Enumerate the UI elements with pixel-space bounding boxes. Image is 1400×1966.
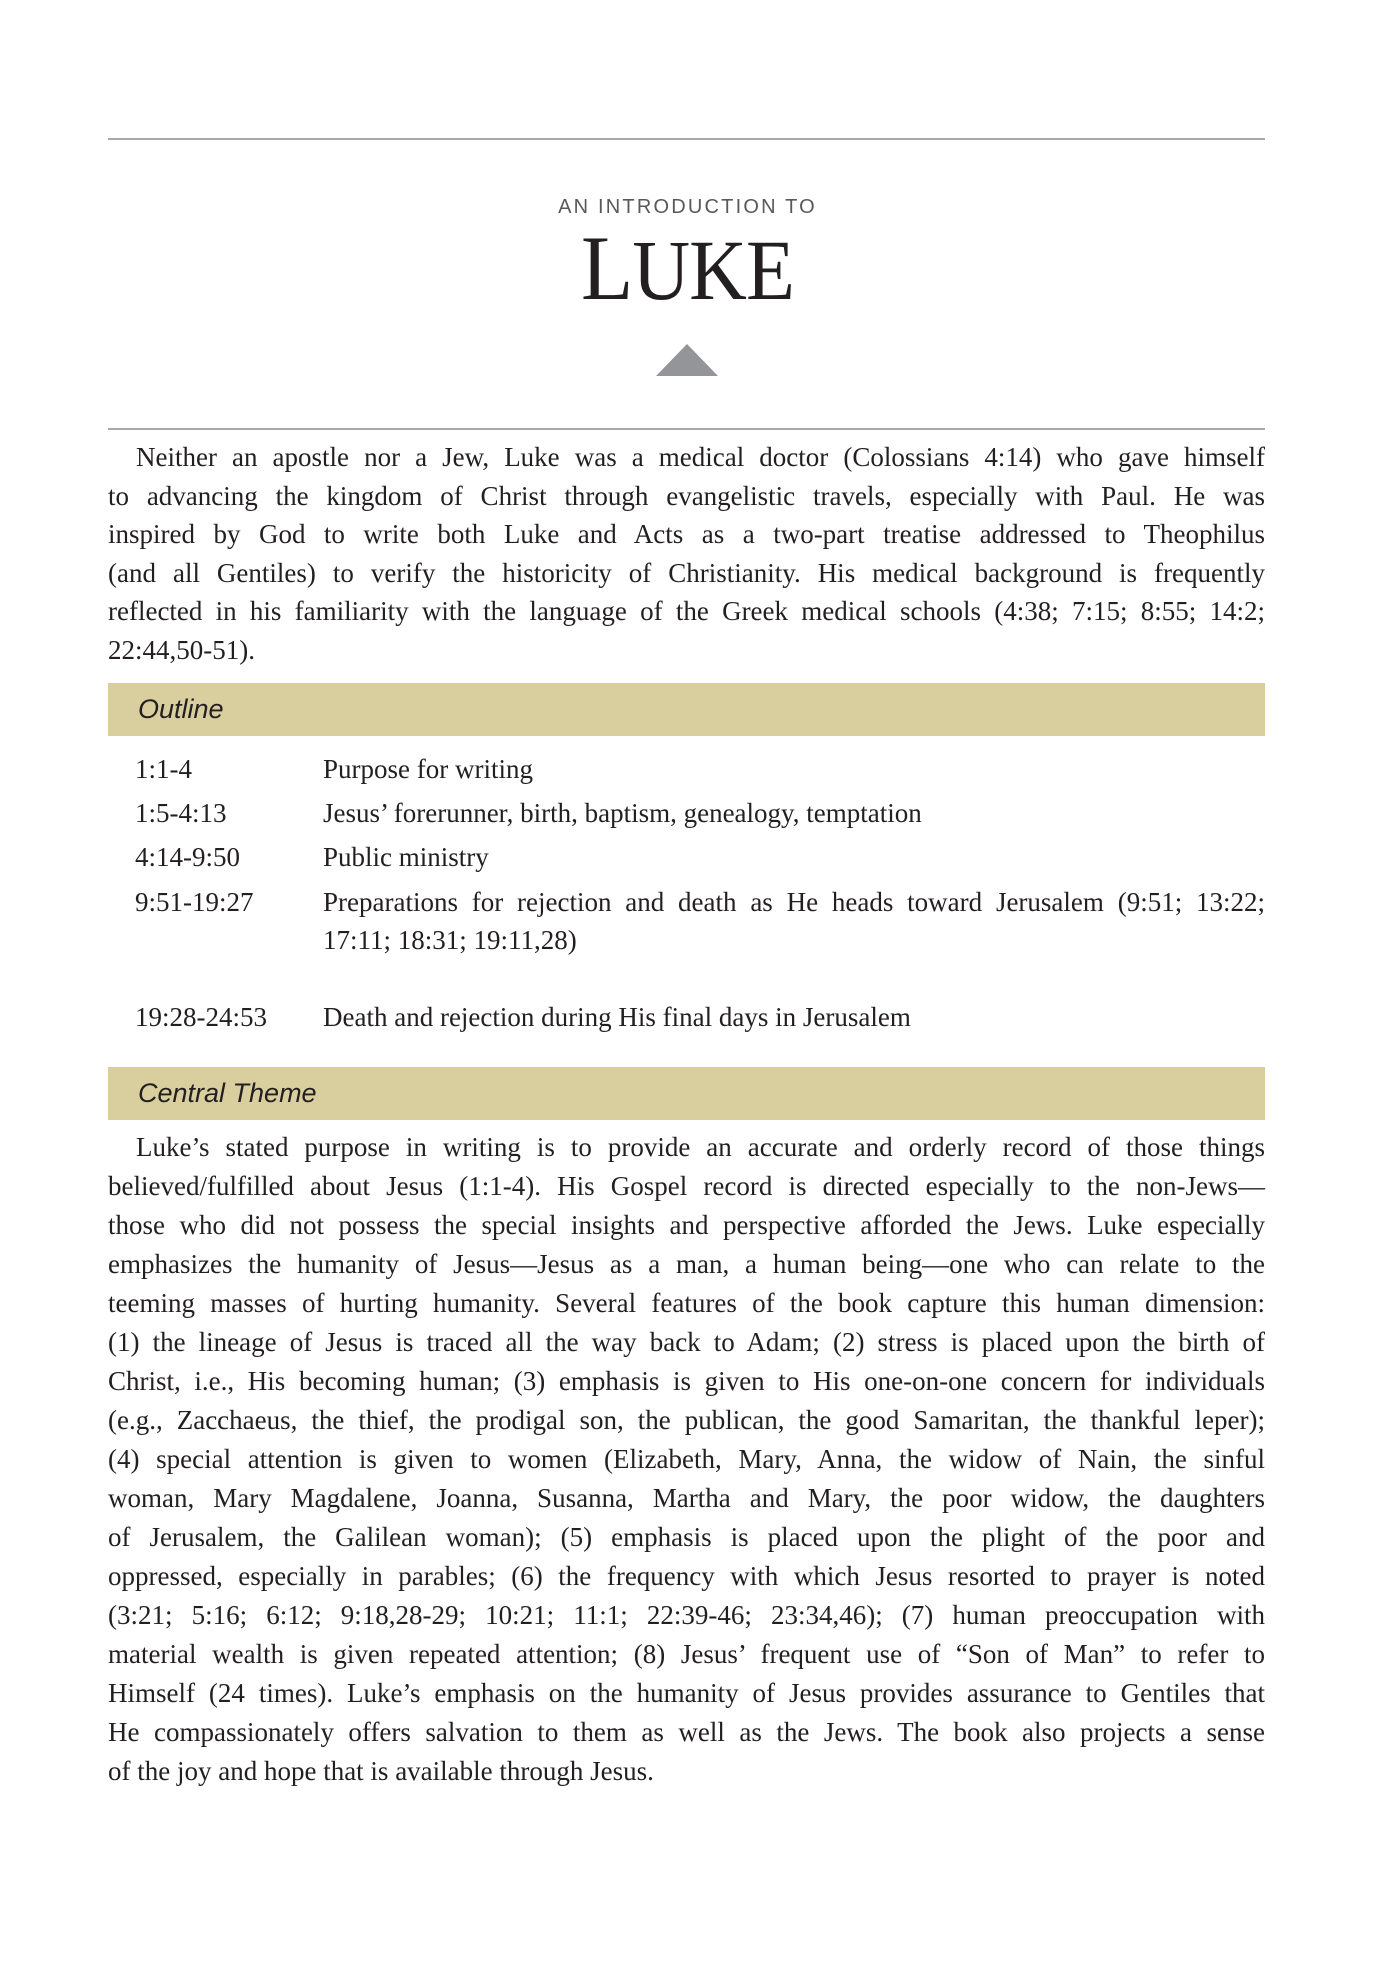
theme-line: oppressed, especially in parables; (6) the frequency with which Jesus resorted to prayer is noted: [108, 1561, 1265, 1591]
intro-line: reflected in his familiarity with the language of the Greek medical schools (4:38; 7:15; 8:55; 14:2;: [108, 596, 1265, 626]
page-title: [48, 218, 1327, 320]
outline-desc: Preparations for rejection and death as He heads toward Jerusalem (9:51; 13:22;: [323, 887, 1265, 917]
theme-line: teeming masses of hurting humanity. Several features of the book capture this human dimension:: [108, 1288, 1265, 1318]
theme-line: believed/fulfilled about Jesus (1:1-4). His Gospel record is directed especially to the non-Jews—: [108, 1171, 1265, 1201]
theme-line: (4) special attention is given to women (Elizabeth, Mary, Anna, the widow of Nain, the sinful: [108, 1444, 1265, 1474]
theme-line: material wealth is given repeated attention; (8) Jesus’ frequent use of “Son of Man” to refer to: [108, 1639, 1265, 1669]
outline-heading: Outline: [138, 694, 224, 724]
outline-desc: Public ministry: [323, 842, 489, 872]
theme-line: of the joy and hope that is available through Jesus.: [108, 1756, 654, 1786]
theme-line: (1) the lineage of Jesus is traced all the way back to Adam; (2) stress is placed upon the birth of: [108, 1327, 1265, 1357]
theme-line: (e.g., Zacchaeus, the thief, the prodigal son, the publican, the good Samaritan, the thankful leper);: [108, 1405, 1265, 1435]
theme-line: of Jerusalem, the Galilean woman); (5) emphasis is placed upon the plight of the poor and: [108, 1522, 1265, 1552]
intro-line: to advancing the kingdom of Christ through evangelistic travels, especially with Paul. He was: [108, 481, 1265, 511]
outline-desc: Death and rejection during His final days in Jerusalem: [323, 1002, 911, 1032]
theme-line: woman, Mary Magdalene, Joanna, Susanna, Martha and Mary, the poor widow, the daughters: [108, 1483, 1265, 1513]
outline-ref: 1:5-4:13: [135, 798, 227, 828]
outline-desc: Jesus’ forerunner, birth, baptism, genealogy, temptation: [323, 798, 922, 828]
theme-line: those who did not possess the special insights and perspective afforded the Jews. Luke especially: [108, 1210, 1265, 1240]
central-theme-heading: Central Theme: [138, 1078, 317, 1108]
triangle-ornament-icon: [656, 344, 718, 376]
theme-line: (3:21; 5:16; 6:12; 9:18,28-29; 10:21; 11:1; 22:39-46; 23:34,46); (7) human preoccupation with: [108, 1600, 1265, 1630]
intro-line: (and all Gentiles) to verify the historicity of Christianity. His medical background is frequently: [108, 558, 1265, 588]
outline-section-header: [108, 683, 1265, 736]
theme-line: emphasizes the humanity of Jesus—Jesus as a man, a human being—one who can relate to the: [108, 1249, 1265, 1279]
intro-line: inspired by God to write both Luke and Acts as a two-part treatise addressed to Theophilus: [108, 519, 1265, 549]
central-theme-section-header: [108, 1067, 1265, 1120]
outline-ref: 1:1-4: [135, 754, 192, 784]
theme-line: Luke’s stated purpose in writing is to provide an accurate and orderly record of those things: [136, 1132, 1265, 1162]
outline-ref: 19:28-24:53: [135, 1002, 267, 1032]
title-rest: UKE: [632, 222, 794, 318]
outline-ref: 4:14-9:50: [135, 842, 240, 872]
title-initial: L: [580, 217, 633, 319]
intro-line: Neither an apostle nor a Jew, Luke was a medical doctor (Colossians 4:14) who gave himself: [136, 442, 1265, 472]
theme-line: Himself (24 times). Luke’s emphasis on the humanity of Jesus provides assurance to Gentiles that: [108, 1678, 1265, 1708]
outline-desc-continued: 17:11; 18:31; 19:11,28): [323, 925, 577, 955]
theme-line: He compassionately offers salvation to them as well as the Jews. The book also projects a sense: [108, 1717, 1265, 1747]
page-kicker: AN INTRODUCTION TO: [558, 196, 817, 218]
top-rule: [108, 138, 1265, 140]
intro-line: 22:44,50-51).: [108, 635, 255, 665]
outline-desc: Purpose for writing: [323, 754, 533, 784]
outline-ref: 9:51-19:27: [135, 887, 254, 917]
header-bottom-rule: [108, 428, 1265, 430]
theme-line: Christ, i.e., His becoming human; (3) emphasis is given to His one-on-one concern for individuals: [108, 1366, 1265, 1396]
